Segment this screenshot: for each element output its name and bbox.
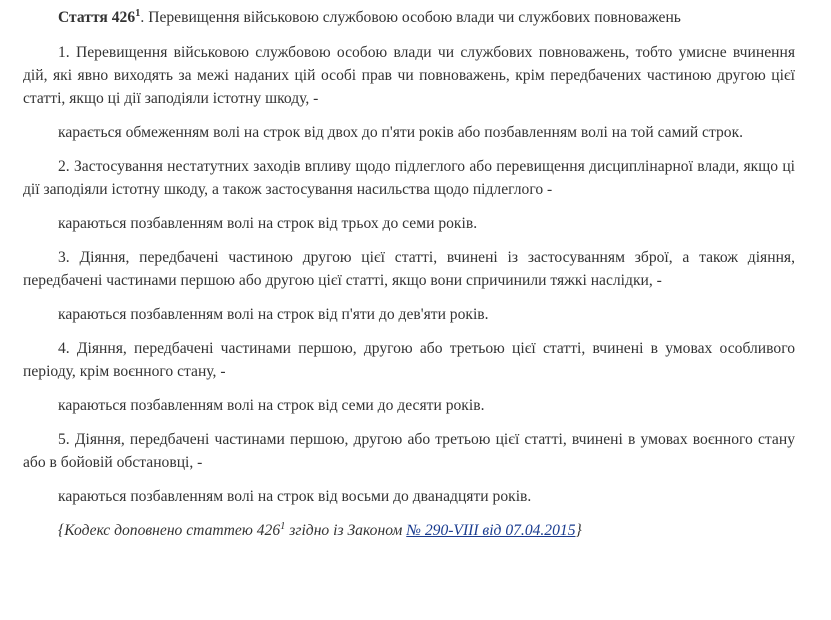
article-label — [58, 9, 140, 26]
part-5-text: 5. Діяння, передбачені частинами першою, другою або третьою цієї статті, вчинені в умовах воєнного стану або в бойовій обстановці, - — [23, 431, 795, 471]
amendment-note — [23, 519, 795, 542]
part-5-sanction: караються позбавленням волі на строк від восьми до дванадцяти років. — [58, 488, 532, 505]
part-3-sanction: караються позбавленням волі на строк від п'яти до дев'яти років. — [58, 306, 489, 323]
note-superscript: 1 — [280, 521, 286, 532]
note-prefix: {Кодекс доповнено статтею 426 — [58, 522, 281, 539]
law-reference-link[interactable]: № 290-VIII від 07.04.2015 — [406, 522, 576, 539]
article-number: Стаття 426 — [58, 9, 136, 26]
note-suffix: } — [575, 522, 582, 539]
part-2-sanction: караються позбавленням волі на строк від трьох до семи років. — [58, 215, 478, 232]
part-2-text: 2. Застосування нестатутних заходів впливу щодо підлеглого або перевищення дисциплінарної влади, якщо ці дії заподіяли істотну шкоду, а також застосування насильства щодо підлеглого - — [23, 158, 795, 198]
part-4-sanction: караються позбавленням волі на строк від семи до десяти років. — [58, 397, 485, 414]
article-superscript: 1 — [135, 8, 141, 19]
article-heading: . Перевищення військовою службовою особою влади чи службових повноважень — [140, 9, 681, 26]
note-middle: згідно із Законом — [285, 522, 407, 539]
part-1-sanction: карається обмеженням волі на строк від двох до п'яти років або позбавленням волі на той самий строк. — [58, 124, 744, 141]
part-1-text: 1. Перевищення військовою службовою особою влади чи службових повноважень, тобто умисне вчинення дій, які явно виходять за межі наданих цій особі прав чи повноважень, крім передбачених частиною другою цієї статті, якщо ці дії заподіяли істотну шкоду, - — [23, 44, 795, 107]
article-title — [23, 6, 795, 29]
part-3-text: 3. Діяння, передбачені частиною другою цієї статті, вчинені із застосуванням зброї, а також діяння, передбачені частинами першою або другою цієї статті, якщо вони спричинили тяжкі наслідки, - — [23, 249, 795, 289]
part-4-text: 4. Діяння, передбачені частинами першою, другою або третьою цієї статті, вчинені в умовах особливого періоду, крім воєнного стану, - — [23, 340, 795, 380]
